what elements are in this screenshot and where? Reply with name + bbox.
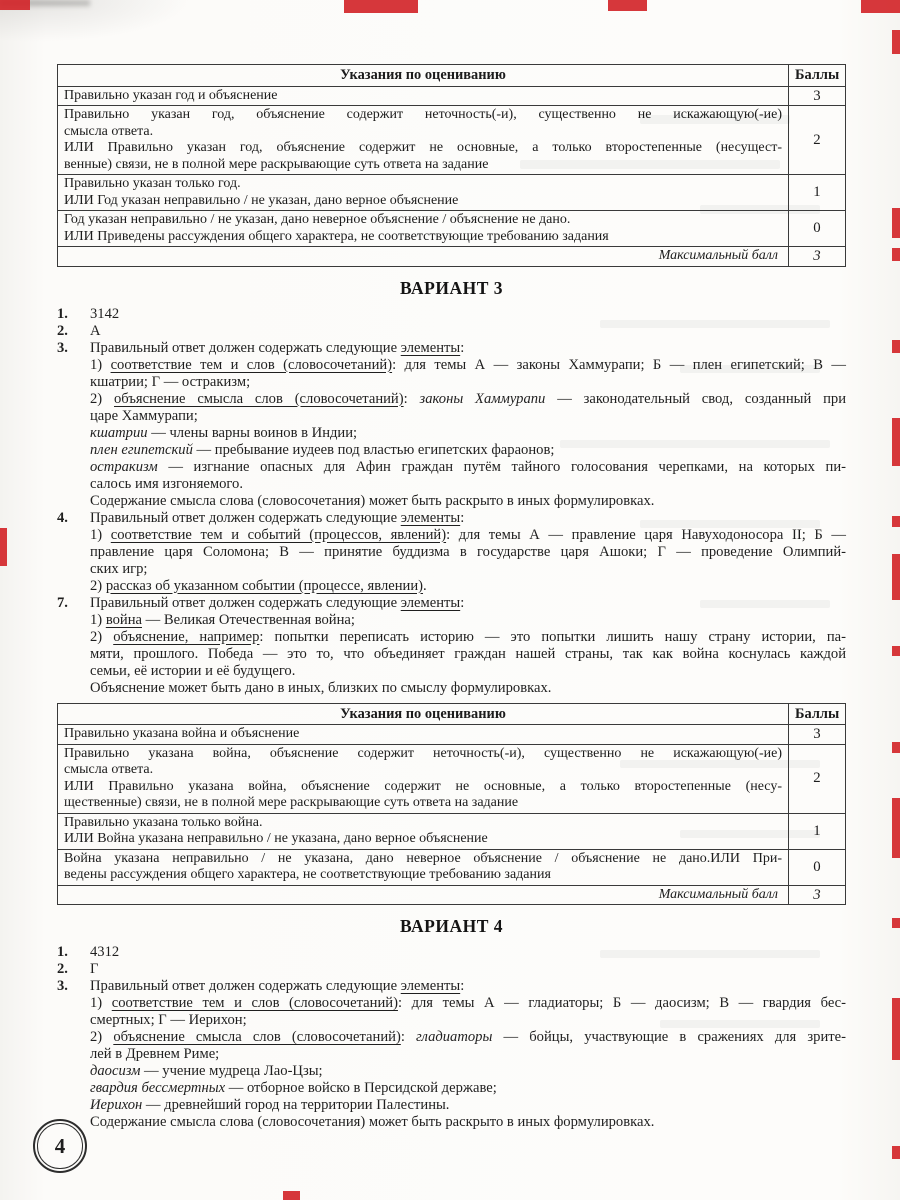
red-edge-mark: [892, 208, 900, 238]
text-line: [90, 493, 846, 510]
red-edge-mark: [283, 1191, 300, 1200]
red-edge-mark: [892, 516, 900, 527]
text-run: объяснение, например: [113, 628, 260, 645]
text-run: — изгнание опасных для Афин граждан путём тайного голосования черепками, на которых пи-: [157, 458, 846, 475]
text-line: [90, 663, 846, 680]
text-line: [90, 1046, 846, 1063]
red-edge-mark: [0, 0, 30, 10]
text-run: ИЛИ Война указана неправильно / не указана, дано верное объяснение: [64, 831, 488, 846]
text-run: кшатрии: [90, 424, 148, 441]
text-run: 2): [90, 577, 106, 594]
text-run: ведены рассуждения общего характера, не соответствующие требованию задания: [64, 867, 551, 882]
red-edge-mark: [892, 918, 900, 928]
text-run: даосизм: [90, 1063, 141, 1079]
text-run: Правильно указана война и объяснение: [64, 726, 300, 741]
red-edge-mark: [892, 1146, 900, 1159]
points-cell: 0: [789, 849, 846, 885]
text-run: Правильно указан год, объяснение содержит неточность(-и), существенно не искажающую(-ие): [64, 107, 782, 122]
criteria-cell: [58, 744, 789, 813]
answer-item: [57, 961, 846, 978]
item-content: [90, 306, 846, 323]
answer-item: [57, 595, 846, 697]
text-run: соответствие тем и слов (словосочетаний): [110, 356, 393, 373]
text-run: война: [105, 611, 142, 628]
item-number: 7.: [57, 594, 68, 611]
text-run: :: [460, 509, 465, 526]
item-number: 1.: [57, 305, 68, 322]
text-run: плен египетский: [90, 441, 193, 458]
text-line: [90, 595, 846, 612]
text-run: правление царя Соломона; В — принятие буддизма в государстве царя Ашоки; Г — проведение Олимпий-: [90, 543, 846, 560]
table-header-row: [58, 703, 846, 725]
text-line: [90, 374, 846, 391]
text-line: [64, 193, 782, 210]
text-run: Правильно указан год и объяснение: [64, 87, 278, 103]
page-number-inner-circle: [37, 1123, 82, 1168]
text-run: — Великая Отечественная война;: [142, 611, 355, 628]
table-row: [58, 744, 846, 813]
criteria-cell: [58, 211, 789, 247]
red-edge-mark: [892, 30, 900, 54]
text-run: : для темы А — правление царя Навуходоносора II; Б —: [446, 526, 846, 543]
item-number: 4.: [57, 509, 68, 526]
text-line: [90, 612, 846, 629]
text-run: 2): [90, 628, 114, 645]
text-line: [90, 357, 846, 374]
text-run: Правильный ответ должен содержать следующие: [90, 509, 401, 526]
criteria-cell: [58, 175, 789, 211]
red-edge-mark: [344, 0, 418, 13]
text-line: [90, 1029, 846, 1046]
text-line: [64, 795, 782, 812]
red-edge-mark: [861, 0, 900, 13]
text-run: Правильный ответ должен содержать следующие: [90, 978, 401, 994]
text-run: — отборное войско в Персидской державе;: [225, 1080, 497, 1096]
text-run: :: [400, 1029, 417, 1045]
total-label-cell: Максимальный балл: [58, 247, 789, 267]
points-cell: 2: [789, 106, 846, 175]
table-header-criteria: Указания по оцениванию: [58, 703, 789, 725]
text-run: ИЛИ Год указан неправильно / не указан, дано верное объяснение: [64, 192, 459, 208]
scoring-table-top: [57, 64, 846, 267]
text-line: [90, 1012, 846, 1029]
text-line: [64, 212, 782, 229]
text-run: объяснение смысла слов (словосочетаний): [113, 1029, 401, 1045]
text-line: [90, 961, 846, 978]
text-run: ИЛИ Правильно указана война, объяснение содержит не основные, а только второстепенные (несу-: [64, 778, 782, 794]
text-run: законы Хаммурапи: [419, 390, 546, 407]
criteria-cell: [58, 813, 789, 849]
text-run: :: [403, 390, 420, 407]
table-row: [58, 211, 846, 247]
text-run: Правильно указан только год.: [64, 176, 241, 191]
table-header-criteria: Указания по оцениванию: [58, 65, 789, 87]
text-run: ИЛИ Правильно указан год, объяснение содержит не основные, а только второстепенные (несущест-: [64, 140, 782, 155]
text-run: 2): [90, 1029, 114, 1045]
text-line: [90, 527, 846, 544]
text-line: [90, 978, 846, 995]
answer-item: [57, 340, 846, 510]
text-line: [90, 995, 846, 1012]
item-content: [90, 323, 846, 340]
text-line: [90, 944, 846, 961]
text-line: [90, 578, 846, 595]
text-line: [90, 306, 846, 323]
text-run: кшатрии; Г — остракизм;: [90, 373, 251, 390]
text-run: :: [460, 594, 465, 611]
item-number: 3.: [57, 339, 68, 356]
text-run: — бойцы, участвующие в сражениях для зрите-: [492, 1029, 846, 1045]
text-line: [64, 762, 782, 779]
table-row: [58, 86, 846, 106]
text-run: Содержание смысла слова (словосочетания) может быть раскрыто в иных формулировках.: [90, 492, 655, 509]
text-run: венные) связи, не в полной мере раскрывающие суть ответа на задание: [64, 156, 489, 172]
text-line: [90, 1080, 846, 1097]
text-run: 1): [90, 526, 111, 543]
item-number: 3.: [57, 978, 68, 994]
text-run: гвардия бессмертных: [90, 1080, 226, 1096]
item-content: [90, 595, 846, 697]
text-line: [64, 176, 782, 193]
text-run: Объяснение может быть дано в иных, близких по смыслу формулировках.: [90, 679, 552, 696]
criteria-cell: [58, 849, 789, 885]
text-run: 3142: [90, 305, 120, 322]
text-line: [90, 1097, 846, 1114]
answer-item: [57, 978, 846, 1131]
variant-4-heading: ВАРИАНТ 4: [399, 916, 504, 936]
points-cell: 3: [789, 86, 846, 106]
answer-item: [57, 944, 846, 961]
text-line: [64, 831, 782, 848]
text-run: Правильный ответ должен содержать следующие: [90, 594, 401, 611]
text-line: [90, 459, 846, 476]
text-run: — древнейший город на территории Палестины.: [142, 1097, 450, 1113]
text-line: [64, 726, 782, 743]
text-line: [90, 629, 846, 646]
text-run: ИЛИ Приведены рассуждения общего характера, не соответствующие требованию задания: [64, 228, 609, 244]
text-run: 1): [90, 995, 112, 1011]
item-content: [90, 944, 846, 961]
variant-3-answers: [57, 306, 846, 697]
text-line: [90, 408, 846, 425]
text-line: [90, 1063, 846, 1080]
text-run: Война указана неправильно / не указана, дано неверное объяснение / объяснение не дано.ИЛИ При-: [64, 850, 782, 866]
text-run: объяснение смысла слов (словосочетаний): [114, 390, 404, 407]
text-run: лей в Древнем Риме;: [90, 1046, 220, 1062]
text-run: элементы: [400, 509, 461, 526]
points-cell: 0: [789, 211, 846, 247]
text-line: [64, 88, 782, 105]
table-row: [58, 175, 846, 211]
text-run: Иерихон: [90, 1097, 143, 1113]
text-run: — учение мудреца Лао-Цзы;: [140, 1063, 323, 1079]
text-run: остракизм: [90, 458, 158, 475]
item-number: 2.: [57, 322, 68, 339]
criteria-cell: [58, 725, 789, 745]
table-total-row: [58, 885, 846, 905]
text-run: ских игр;: [90, 560, 148, 577]
text-run: :: [460, 978, 465, 994]
red-edge-mark: [892, 248, 900, 261]
item-content: [90, 978, 846, 1131]
red-edge-mark: [892, 418, 900, 466]
text-run: царе Хаммурапи;: [90, 407, 198, 424]
text-run: соответствие тем и слов (словосочетаний): [111, 995, 398, 1011]
text-line: [64, 140, 782, 157]
text-line: [90, 510, 846, 527]
text-line: [64, 157, 782, 174]
text-run: :: [460, 339, 465, 356]
text-run: элементы: [400, 339, 461, 356]
red-edge-mark: [0, 528, 7, 566]
text-line: [90, 340, 846, 357]
text-run: : попытки переписать историю — это попытки лишить нашу страну истории, па-: [259, 628, 846, 645]
red-edge-mark: [892, 798, 900, 858]
text-run: рассказ об указанном событии (процессе, явлении): [105, 577, 424, 594]
text-run: 1): [90, 356, 111, 373]
text-line: [90, 391, 846, 408]
text-line: [90, 442, 846, 459]
text-run: смертных; Г — Иерихон;: [90, 1012, 247, 1028]
red-edge-mark: [892, 340, 900, 353]
scanned-page: [57, 64, 846, 1137]
text-run: семьи, её истории и её будущего.: [90, 662, 296, 679]
item-content: [90, 510, 846, 595]
text-run: Правильно указана война, объяснение содержит неточность(-и), существенно не искажающую(-ие): [64, 745, 782, 761]
text-line: [64, 867, 782, 884]
total-points-cell: 3: [789, 885, 846, 905]
text-line: [90, 544, 846, 561]
text-run: — члены варны воинов в Индии;: [147, 424, 358, 441]
text-run: : для темы А — гладиаторы; Б — даосизм; В — гвардия бес-: [397, 995, 847, 1011]
text-line: [64, 851, 782, 868]
table-header-points: Баллы: [789, 703, 846, 725]
text-line: [90, 680, 846, 697]
text-line: [90, 323, 846, 340]
table-header-row: [58, 65, 846, 87]
text-run: : для темы А — законы Хаммурапи; Б — плен египетский; В —: [392, 356, 846, 373]
table-row: [58, 849, 846, 885]
variant-4-answers: [57, 944, 846, 1131]
red-edge-mark: [892, 742, 900, 753]
total-points-cell: 3: [789, 247, 846, 267]
text-run: — законодательный свод, созданный при: [545, 390, 847, 407]
points-cell: 3: [789, 725, 846, 745]
text-line: [90, 646, 846, 663]
text-line: [64, 815, 782, 832]
text-line: [90, 476, 846, 493]
page-number: 4: [54, 1133, 66, 1158]
red-edge-mark: [892, 998, 900, 1060]
table-row: [58, 725, 846, 745]
item-content: [90, 340, 846, 510]
text-line: [90, 425, 846, 442]
item-number: 2.: [57, 961, 68, 977]
text-run: Правильный ответ должен содержать следующие: [90, 339, 401, 356]
text-run: элементы: [400, 594, 461, 611]
table-row: [58, 813, 846, 849]
item-number: 1.: [57, 944, 68, 960]
text-run: Правильно указана только война.: [64, 814, 263, 830]
criteria-cell: [58, 106, 789, 175]
points-cell: 2: [789, 744, 846, 813]
scoring-table-bottom: [57, 703, 846, 906]
answer-item: [57, 323, 846, 340]
page-number-badge: [33, 1119, 87, 1173]
text-run: гладиаторы: [416, 1029, 493, 1045]
text-run: Год указан неправильно / не указан, дано неверное объяснение / объяснение не дано.: [64, 212, 571, 227]
table-total-row: [58, 247, 846, 267]
item-content: [90, 961, 846, 978]
criteria-cell: [58, 86, 789, 106]
text-run: 1): [90, 611, 106, 628]
text-run: Г: [90, 961, 99, 977]
points-cell: 1: [789, 813, 846, 849]
red-edge-mark: [608, 0, 647, 11]
text-line: [64, 229, 782, 246]
text-run: Содержание смысла слова (словосочетания) может быть раскрыто в иных формулировках.: [90, 1114, 655, 1130]
text-run: смысла ответа.: [64, 762, 154, 777]
text-run: смысла ответа.: [64, 123, 154, 139]
points-cell: 1: [789, 175, 846, 211]
table-row: [58, 106, 846, 175]
text-run: соответствие тем и событий (процессов, явлений): [110, 526, 447, 543]
text-line: [64, 779, 782, 796]
red-edge-mark: [892, 554, 900, 600]
text-line: [64, 746, 782, 763]
text-run: элементы: [400, 978, 461, 994]
text-run: А: [90, 322, 101, 339]
red-edge-mark: [892, 646, 900, 656]
text-run: 2): [90, 390, 114, 407]
text-run: 4312: [90, 944, 120, 960]
table-header-points: Баллы: [789, 65, 846, 87]
total-label-cell: Максимальный балл: [58, 885, 789, 905]
answer-item: [57, 306, 846, 323]
text-line: [90, 1114, 846, 1131]
text-line: [64, 107, 782, 124]
text-run: .: [423, 577, 427, 594]
text-run: щественные) связи, не в полной мере раскрывающие суть ответа на задание: [64, 795, 519, 810]
text-run: — пребывание иудеев под властью египетских фараонов;: [192, 441, 555, 458]
text-run: салось имя изгоняемого.: [90, 475, 243, 492]
text-run: мяти, прошлого. Победа — это то, что объединяет граждан нашей страны, так как война коснулась каждой: [90, 645, 846, 662]
text-line: [90, 561, 846, 578]
answer-item: [57, 510, 846, 595]
variant-3-heading: ВАРИАНТ 3: [399, 277, 504, 298]
text-line: [64, 124, 782, 141]
